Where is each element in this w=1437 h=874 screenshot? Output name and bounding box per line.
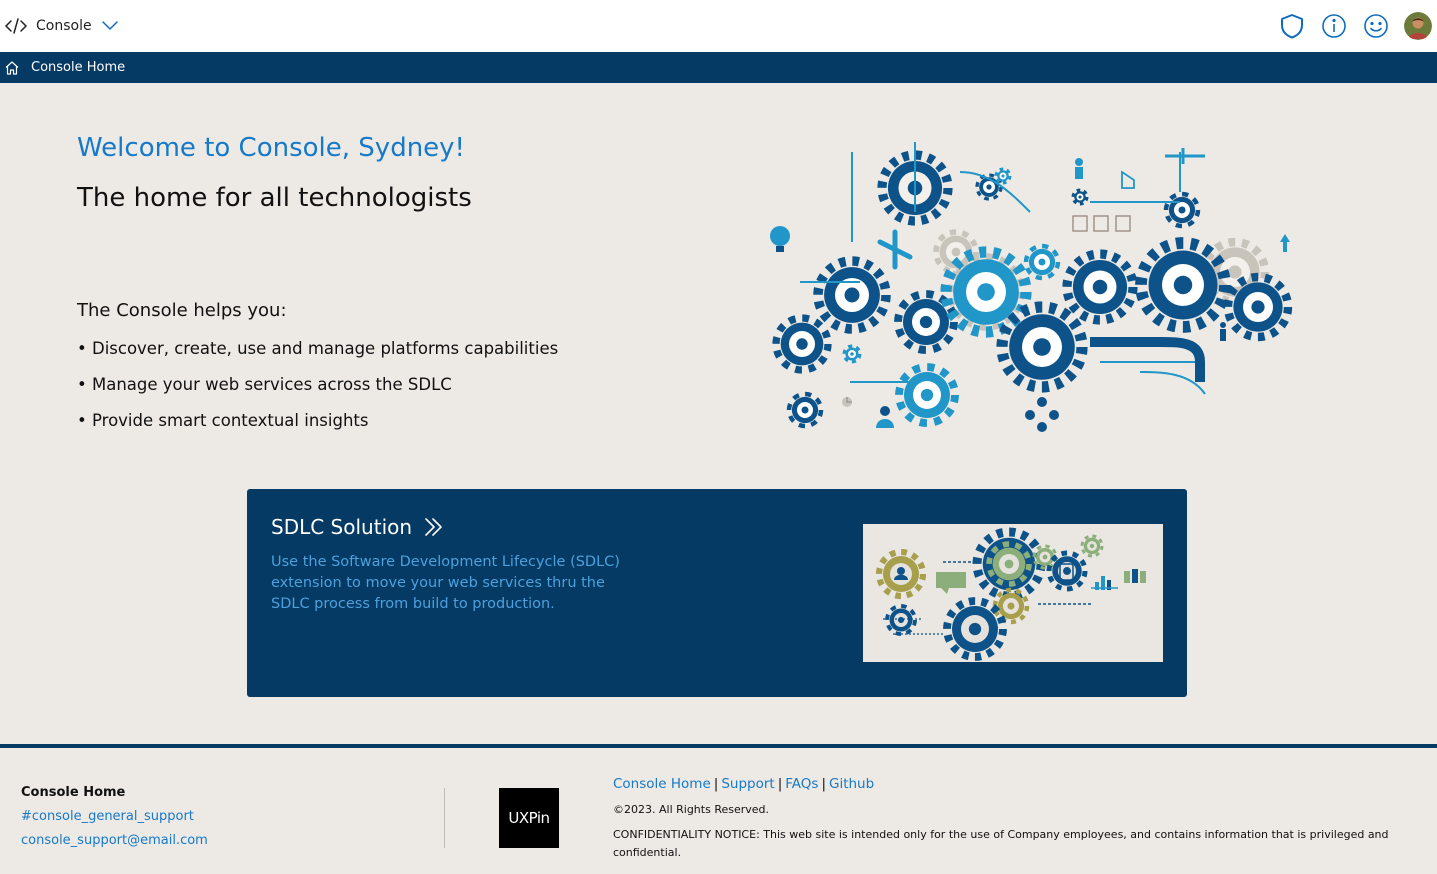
double-chevron-right-icon xyxy=(422,516,444,538)
sdlc-card[interactable] xyxy=(247,489,1187,697)
home-icon[interactable] xyxy=(4,60,20,76)
sdlc-card-description: Use the Software Development Lifecycle (SDLC) extension to move your web services thru the SDLC process from build to production. xyxy=(271,554,620,612)
avatar[interactable] xyxy=(1404,12,1432,40)
confidentiality-notice: CONFIDENTIALITY NOTICE: This web site is intended only for the use of Company employees, and contains information that is privileged and confidential. xyxy=(613,828,1389,859)
gear-icon xyxy=(887,606,915,634)
footer-email-link[interactable]: console_support@email.com xyxy=(21,833,208,848)
app-name: Console xyxy=(36,18,92,34)
gear-icon xyxy=(1166,194,1198,226)
footer-link-github[interactable]: Github xyxy=(829,776,875,792)
list-item: • Provide smart contextual insights xyxy=(77,409,558,445)
gear-icon xyxy=(818,261,886,329)
list-item: • Discover, create, use and manage platforms capabilities xyxy=(77,337,558,373)
welcome-heading: Welcome to Console, Sydney! xyxy=(77,133,465,163)
gear-icon xyxy=(1082,536,1102,556)
footer-link-support[interactable]: Support xyxy=(721,776,775,792)
gear-icon xyxy=(1049,553,1085,589)
footer-link-console-home[interactable]: Console Home xyxy=(613,776,711,792)
footer-links: Console Home | Support | FAQs | Github xyxy=(613,776,875,792)
gear-icon xyxy=(1026,246,1058,278)
app-switcher[interactable] xyxy=(4,14,120,38)
footer-title: Console Home xyxy=(21,785,126,800)
gear-icon xyxy=(844,346,860,362)
code-icon xyxy=(4,14,28,38)
sdlc-gears-image xyxy=(863,524,1163,662)
footer xyxy=(0,744,1437,874)
nav-home-link[interactable]: Console Home xyxy=(31,60,126,75)
tagline-heading: The home for all technologists xyxy=(77,183,472,213)
gears-illustration xyxy=(760,132,1308,444)
gear-icon xyxy=(996,169,1010,183)
sdlc-card-link[interactable] xyxy=(271,515,444,539)
gear-icon xyxy=(1067,254,1133,320)
uxpin-logo: UXPin xyxy=(499,788,559,848)
breadcrumb-bar xyxy=(0,52,1437,83)
gear-icon xyxy=(776,318,828,370)
top-bar xyxy=(0,0,1437,52)
gear-icon xyxy=(1002,307,1082,387)
smiley-feedback-icon[interactable] xyxy=(1362,12,1390,40)
copyright: ©2023. All Rights Reserved. xyxy=(613,803,770,816)
gear-icon xyxy=(1073,190,1087,204)
shield-icon[interactable] xyxy=(1278,12,1306,40)
footer-divider xyxy=(444,788,445,848)
info-icon[interactable] xyxy=(1320,12,1348,40)
list-item: • Manage your web services across the SDLC xyxy=(77,373,558,409)
helps-title: The Console helps you: xyxy=(77,300,287,321)
chevron-down-icon[interactable] xyxy=(100,16,120,36)
gear-icon xyxy=(899,367,955,423)
sdlc-card-title: SDLC Solution xyxy=(271,515,413,539)
gear-icon xyxy=(947,601,1003,657)
feature-list xyxy=(77,337,558,445)
footer-slack-link[interactable]: #console_general_support xyxy=(21,809,194,824)
footer-link-faqs[interactable]: FAQs xyxy=(785,776,819,792)
gear-icon xyxy=(995,590,1027,622)
gear-icon xyxy=(789,394,821,426)
